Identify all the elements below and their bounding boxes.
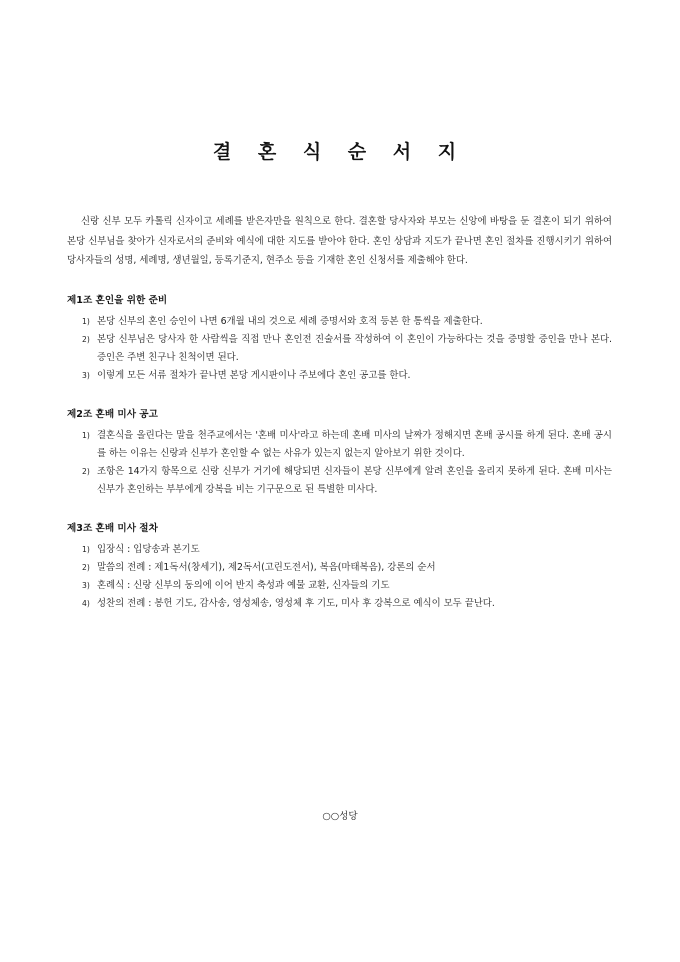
section-2 (67, 406, 612, 499)
list-item (67, 427, 612, 463)
item-number: 1) (82, 316, 90, 326)
section-item-list (67, 427, 612, 499)
section-heading: 제1조 혼인을 위한 준비 (67, 294, 168, 306)
list-item (67, 595, 612, 613)
item-number: 2) (82, 562, 90, 572)
section-item-list (67, 313, 612, 385)
item-number: 3) (82, 580, 90, 590)
section-1 (67, 292, 612, 385)
document-title: 결 혼 식 순 서 지 (212, 141, 467, 163)
item-number: 1) (82, 430, 90, 440)
item-number: 2) (82, 334, 90, 344)
item-text: 조항은 14가지 항목으로 신랑 신부가 거기에 해당되면 신자들이 본당 신부에게 알려 혼인을 올리지 못하게 된다. 혼배 미사는 신부가 혼인하는 부부에게 강복을 비는 기구문으로 된 특별한 미사다. (97, 465, 612, 495)
item-text: 본당 신부의 혼인 승인이 나면 6개월 내의 것으로 세례 증명서와 호적 등본 한 통씩을 제출한다. (97, 315, 483, 327)
list-item (67, 559, 612, 577)
item-text: 혼례식 : 신랑 신부의 동의에 이어 반지 축성과 예물 교환, 신자들의 기도 (97, 579, 390, 591)
item-text: 성찬의 전례 : 봉헌 기도, 감사송, 영성체송, 영성체 후 기도, 미사 후 강복으로 예식이 모두 끝난다. (97, 597, 495, 609)
section-heading: 제3조 혼배 미사 절차 (67, 522, 158, 534)
list-item (67, 331, 612, 367)
section-heading: 제2조 혼배 미사 공고 (67, 408, 158, 420)
item-number: 2) (82, 466, 90, 476)
section-item-list (67, 541, 612, 613)
item-number: 1) (82, 544, 90, 554)
list-item (67, 541, 612, 559)
list-item (67, 463, 612, 499)
item-number: 3) (82, 370, 90, 380)
list-item (67, 313, 612, 331)
item-number: 4) (82, 598, 90, 608)
item-text: 결혼식을 올린다는 말을 천주교에서는 '혼배 미사'라고 하는데 혼배 미사의 날짜가 정해지면 혼배 공시를 하게 된다. 혼배 공시를 하는 이유는 신랑과 신부가 혼인할 수 없는 사유가 있는지 없는지 알아보기 위한 것이다. (97, 429, 612, 459)
item-text: 말씀의 전례 : 제1독서(창세기), 제2독서(고린도전서), 복음(마태복음), 강론의 순서 (97, 561, 436, 573)
item-text: 이렇게 모든 서류 절차가 끝나면 본당 게시판이나 주보에다 혼인 공고를 한다. (97, 369, 411, 381)
list-item (67, 367, 612, 385)
intro-paragraph: 신랑 신부 모두 카톨릭 신자이고 세례를 받은자만을 원칙으로 한다. 결혼할 당사자와 부모는 신앙에 바탕을 둔 결혼이 되기 위하여 본당 신부님을 찾아가 신자로서의 준비와 예식에 대한 지도를 받아야 한다. 혼인 상담과 지도가 끝나면 혼인 절차를 진행시키기 위하여 당사자들의 성명, 세례명, 생년월일, 등록기준지, 현주소 등을 기재한 혼인 신청서를 제출해야 한다. (67, 216, 612, 266)
item-text: 본당 신부님은 당사자 한 사람씩을 직접 만나 혼인전 진술서를 작성하여 이 혼인이 가능하다는 것을 증명할 증인을 만나 본다. 증인은 주변 친구나 친척이면 된다. (97, 333, 612, 363)
item-text: 입장식 : 입당송과 본기도 (97, 543, 200, 555)
section-3 (67, 520, 612, 613)
list-item (67, 577, 612, 595)
church-signature: ○○성당 (322, 811, 358, 822)
